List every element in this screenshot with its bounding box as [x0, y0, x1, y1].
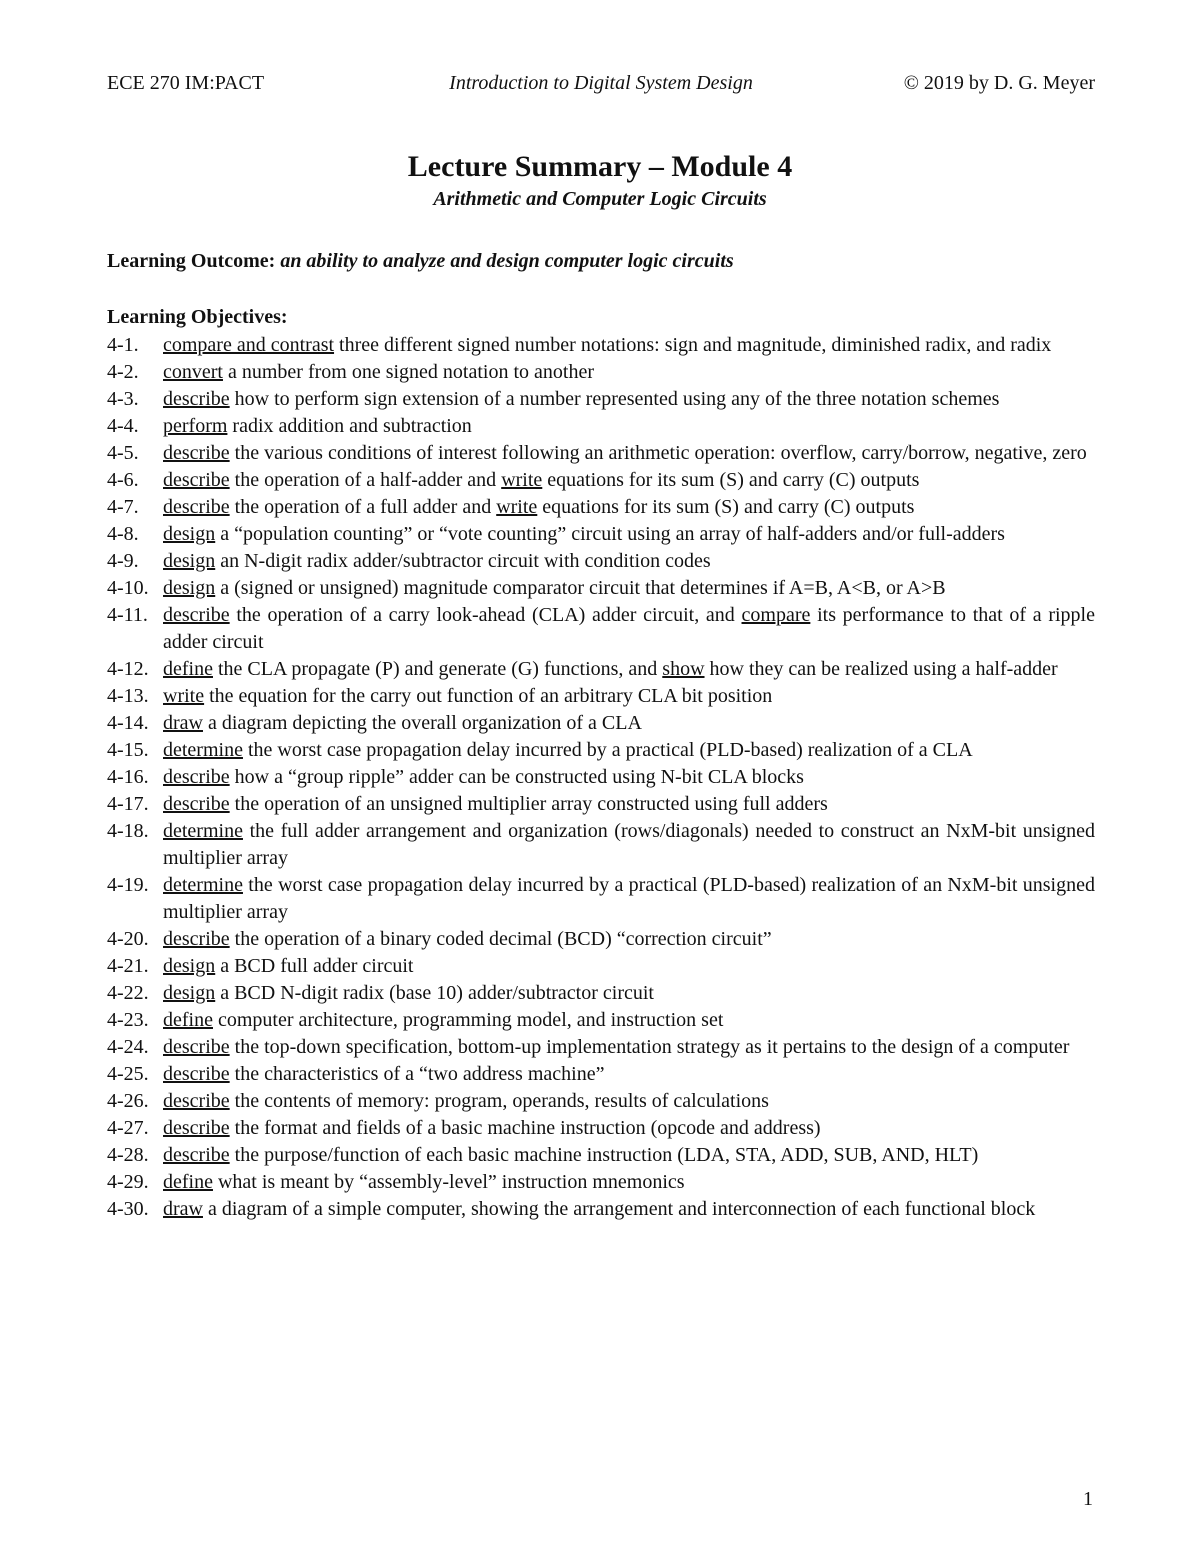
page-title: Lecture Summary – Module 4 [407, 150, 793, 183]
objective-item [107, 764, 1095, 791]
objective-verb: design [163, 550, 216, 572]
objective-verb: draw [163, 1198, 203, 1220]
objective-text: the operation of a half-adder and [229, 469, 502, 491]
objective-verb: show [662, 658, 705, 680]
objective-text: the operation of an unsigned multiplier array constructed using full adders [229, 793, 828, 815]
objective-item [107, 602, 1095, 656]
objective-verb: write [501, 469, 543, 491]
objective-text: the operation of a binary coded decimal (BCD) “correction circuit” [229, 928, 772, 950]
objective-text: the operation of a full adder and [229, 496, 497, 518]
objective-number: 4-20. [107, 928, 149, 950]
objective-text: how a “group ripple” adder can be constructed using N-bit CLA blocks [229, 766, 804, 788]
objectives-heading: Learning Objectives: [107, 306, 288, 328]
objective-text: a number from one signed notation to another [222, 361, 594, 383]
objective-item [107, 440, 1095, 467]
objective-text: the CLA propagate (P) and generate (G) functions, and [212, 658, 663, 680]
objective-verb: determine [163, 874, 243, 896]
objective-text: a BCD full adder circuit [215, 955, 414, 977]
objective-item [107, 656, 1095, 683]
objective-number: 4-28. [107, 1144, 149, 1166]
objective-text: a (signed or unsigned) magnitude comparator circuit that determines if A=B, A<B, or A>B [215, 577, 946, 599]
objective-verb: describe [163, 388, 230, 410]
objective-text: a BCD N-digit radix (base 10) adder/subtractor circuit [215, 982, 654, 1004]
objective-item [107, 1169, 1095, 1196]
objective-item [107, 1088, 1095, 1115]
objective-item [107, 1115, 1095, 1142]
objective-verb: describe [163, 496, 230, 518]
objective-item [107, 710, 1095, 737]
objective-item [107, 1142, 1095, 1169]
objective-verb: compare and contrast [163, 334, 335, 356]
objective-item [107, 386, 1095, 413]
objective-text: the format and fields of a basic machine instruction (opcode and address) [229, 1117, 821, 1139]
objective-item [107, 494, 1095, 521]
objective-number: 4-13. [107, 685, 149, 707]
objective-number: 4-18. [107, 820, 149, 842]
objective-number: 4-2. [107, 361, 139, 383]
objective-number: 4-14. [107, 712, 149, 734]
objective-number: 4-25. [107, 1063, 149, 1085]
objective-verb: describe [163, 766, 230, 788]
objective-text: the worst case propagation delay incurred by a practical (PLD-based) realization of an NxM-bit unsigned multiplier array [163, 874, 1095, 923]
objective-text: the full adder arrangement and organization (rows/diagonals) needed to construct an NxM-bit unsigned multiplier array [163, 820, 1095, 869]
objective-number: 4-23. [107, 1009, 149, 1031]
objective-item [107, 332, 1095, 359]
objectives-list [107, 332, 1095, 1223]
objective-number: 4-10. [107, 577, 149, 599]
objective-verb: write [163, 685, 205, 707]
objective-item [107, 548, 1095, 575]
objective-text: the contents of memory: program, operands, results of calculations [229, 1090, 769, 1112]
objective-verb: describe [163, 604, 230, 626]
objective-item [107, 980, 1095, 1007]
objective-item [107, 1007, 1095, 1034]
objective-number: 4-12. [107, 658, 149, 680]
objective-verb: convert [163, 361, 223, 383]
objective-item [107, 521, 1095, 548]
objective-text: the top-down specification, bottom-up implementation strategy as it pertains to the design of a computer [229, 1036, 1070, 1058]
objective-item [107, 683, 1095, 710]
objective-item [107, 818, 1095, 872]
objective-verb: describe [163, 442, 230, 464]
objective-item [107, 575, 1095, 602]
objective-number: 4-1. [107, 334, 139, 356]
objective-verb: design [163, 523, 216, 545]
objective-number: 4-27. [107, 1117, 149, 1139]
objective-text: the characteristics of a “two address machine” [229, 1063, 605, 1085]
page-number: 1 [1083, 1488, 1093, 1510]
objective-text: how they can be realized using a half-adder [704, 658, 1058, 680]
objective-item [107, 953, 1095, 980]
objective-item [107, 359, 1095, 386]
objective-number: 4-21. [107, 955, 149, 977]
objective-item [107, 1196, 1095, 1223]
learning-outcome [107, 250, 1095, 273]
objective-text: its performance to that of a ripple adder circuit [163, 604, 1095, 653]
objective-verb: define [163, 658, 213, 680]
objective-verb: describe [163, 1144, 230, 1166]
objective-number: 4-29. [107, 1171, 149, 1193]
objective-text: what is meant by “assembly-level” instruction mnemonics [212, 1171, 685, 1193]
header-course-title: Introduction to Digital System Design [449, 72, 753, 94]
objective-number: 4-7. [107, 496, 139, 518]
objective-number: 4-3. [107, 388, 139, 410]
objective-verb: determine [163, 739, 243, 761]
objective-text: a diagram of a simple computer, showing the arrangement and interconnection of each functional block [202, 1198, 1036, 1220]
objective-verb: design [163, 982, 216, 1004]
objective-number: 4-16. [107, 766, 149, 788]
objective-number: 4-26. [107, 1090, 149, 1112]
objective-text: computer architecture, programming model, and instruction set [212, 1009, 724, 1031]
objective-text: how to perform sign extension of a number represented using any of the three notation schemes [229, 388, 1000, 410]
header-course-code: ECE 270 IM:PACT [107, 72, 265, 94]
objective-number: 4-19. [107, 874, 149, 896]
objective-number: 4-5. [107, 442, 139, 464]
objective-text: radix addition and subtraction [227, 415, 472, 437]
objective-verb: draw [163, 712, 203, 734]
objective-text: the purpose/function of each basic machine instruction (LDA, STA, ADD, SUB, AND, HLT) [229, 1144, 979, 1166]
objective-text: an N-digit radix adder/subtractor circuit with condition codes [215, 550, 711, 572]
objective-number: 4-15. [107, 739, 149, 761]
objective-text: equations for its sum (S) and carry (C) outputs [537, 496, 915, 518]
objective-text: the various conditions of interest following an arithmetic operation: overflow, carry/borrow, negative, zero [229, 442, 1087, 464]
objective-number: 4-22. [107, 982, 149, 1004]
objective-number: 4-6. [107, 469, 139, 491]
objective-number: 4-30. [107, 1198, 149, 1220]
objective-verb: define [163, 1009, 213, 1031]
objective-text: equations for its sum (S) and carry (C) outputs [542, 469, 920, 491]
objective-number: 4-24. [107, 1036, 149, 1058]
objective-verb: perform [163, 415, 228, 437]
objective-text: the operation of a carry look-ahead (CLA) adder circuit, and [229, 604, 742, 626]
objective-number: 4-4. [107, 415, 139, 437]
objective-number: 4-17. [107, 793, 149, 815]
header-copyright: © 2019 by D. G. Meyer [903, 72, 1095, 94]
objective-verb: describe [163, 1117, 230, 1139]
objective-verb: describe [163, 469, 230, 491]
objective-item [107, 1061, 1095, 1088]
learning-outcome-text: an ability to analyze and design computer logic circuits [280, 250, 734, 272]
objective-verb: describe [163, 1063, 230, 1085]
objective-verb: define [163, 1171, 213, 1193]
objective-verb: write [496, 496, 538, 518]
objective-item [107, 926, 1095, 953]
objective-number: 4-9. [107, 550, 139, 572]
objective-verb: describe [163, 793, 230, 815]
objective-verb: determine [163, 820, 243, 842]
objective-item [107, 791, 1095, 818]
objective-item [107, 1034, 1095, 1061]
objective-text: three different signed number notations: sign and magnitude, diminished radix, and radix [334, 334, 1052, 356]
objective-item [107, 737, 1095, 764]
objective-item [107, 872, 1095, 926]
objective-number: 4-11. [107, 604, 148, 626]
objective-verb: describe [163, 1090, 230, 1112]
objective-text: a “population counting” or “vote counting” circuit using an array of half-adders and/or full-adders [215, 523, 1005, 545]
objective-item [107, 413, 1095, 440]
objective-verb: design [163, 955, 216, 977]
objective-verb: design [163, 577, 216, 599]
page-subtitle: Arithmetic and Computer Logic Circuits [433, 188, 767, 210]
objective-verb: describe [163, 1036, 230, 1058]
objective-text: the worst case propagation delay incurred by a practical (PLD-based) realization of a CLA [242, 739, 973, 761]
objective-number: 4-8. [107, 523, 139, 545]
objective-text: the equation for the carry out function of an arbitrary CLA bit position [204, 685, 773, 707]
learning-outcome-label: Learning Outcome: [107, 250, 276, 272]
objective-verb: describe [163, 928, 230, 950]
objective-verb: compare [741, 604, 811, 626]
page-header [107, 72, 1095, 100]
objective-item [107, 467, 1095, 494]
objective-text: a diagram depicting the overall organization of a CLA [202, 712, 642, 734]
